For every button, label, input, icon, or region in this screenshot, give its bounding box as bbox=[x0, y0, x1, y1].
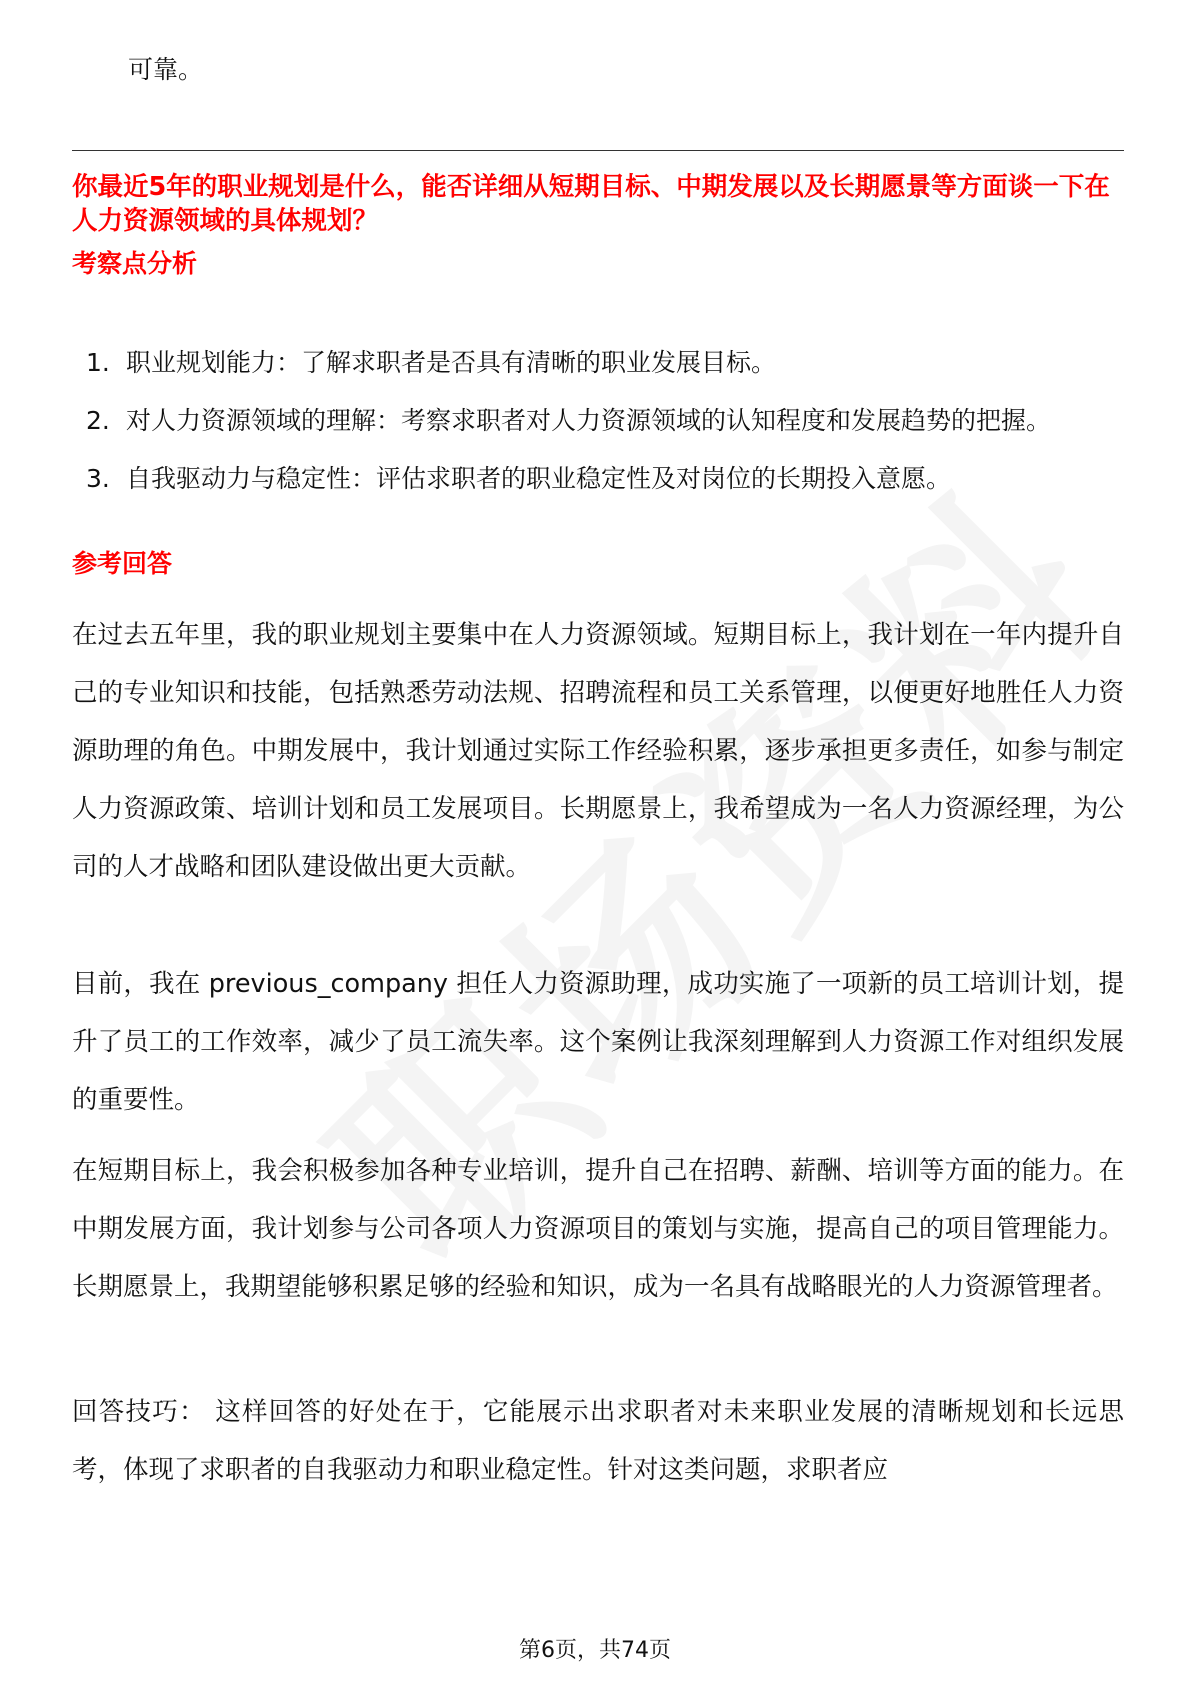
list-number: 1. bbox=[86, 348, 110, 377]
list-text: 对人力资源领域的理解：考察求职者对人力资源领域的认知程度和发展趋势的把握。 bbox=[126, 406, 1052, 435]
answer-paragraph: 在过去五年里，我的职业规划主要集中在人力资源领域。短期目标上，我计划在一年内提升自己的专业知识和技能，包括熟悉劳动法规、招聘流程和员工关系管理，以便更好地胜任人力资源助理的角色。中期发展中，我计划通过实际工作经验积累，逐步承担更多责任，如参与制定人力资源政策、培训计划和员工发展项目。长期愿景上，我希望成为一名人力资源经理，为公司的人才战略和团队建设做出更大贡献。 bbox=[72, 620, 1124, 882]
list-item bbox=[72, 450, 1124, 508]
question-heading: 你最近5年的职业规划是什么，能否详细从短期目标、中期发展以及长期愿景等方面谈一下在人力资源领域的具体规划？ bbox=[72, 172, 1110, 236]
list-text: 职业规划能力：了解求职者是否具有清晰的职业发展目标。 bbox=[126, 348, 777, 377]
answer-paragraph: 在短期目标上，我会积极参加各种专业培训，提升自己在招聘、薪酬、培训等方面的能力。在中期发展方面，我计划参与公司各项人力资源项目的策划与实施，提高自己的项目管理能力。长期愿景上，我期望能够积累足够的经验和知识，成为一名具有战略眼光的人力资源管理者。 bbox=[72, 1156, 1124, 1302]
list-number: 2. bbox=[86, 406, 110, 435]
list-text: 自我驱动力与稳定性：评估求职者的职业稳定性及对岗位的长期投入意愿。 bbox=[126, 464, 952, 493]
answer-tips-paragraph: 回答技巧： 这样回答的好处在于，它能展示出求职者对未来职业发展的清晰规划和长远思考，体现了求职者的自我驱动力和职业稳定性。针对这类问题，求职者应 bbox=[72, 1397, 1124, 1485]
analysis-title: 考察点分析 bbox=[72, 249, 198, 278]
analysis-list bbox=[72, 334, 1124, 508]
page-number: 第6页，共74页 bbox=[519, 1638, 671, 1663]
previous-answer-tail: 可靠。 bbox=[128, 55, 204, 84]
answer-title: 参考回答 bbox=[72, 549, 173, 578]
section-divider bbox=[72, 150, 1124, 151]
list-number: 3. bbox=[86, 464, 110, 493]
answer-paragraph: 目前，我在 previous_company 担任人力资源助理，成功实施了一项新的员工培训计划，提升了员工的工作效率，减少了员工流失率。这个案例让我深刻理解到人力资源工作对组织发展的重要性。 bbox=[72, 969, 1124, 1115]
list-item bbox=[72, 334, 1124, 392]
list-item bbox=[72, 392, 1124, 450]
